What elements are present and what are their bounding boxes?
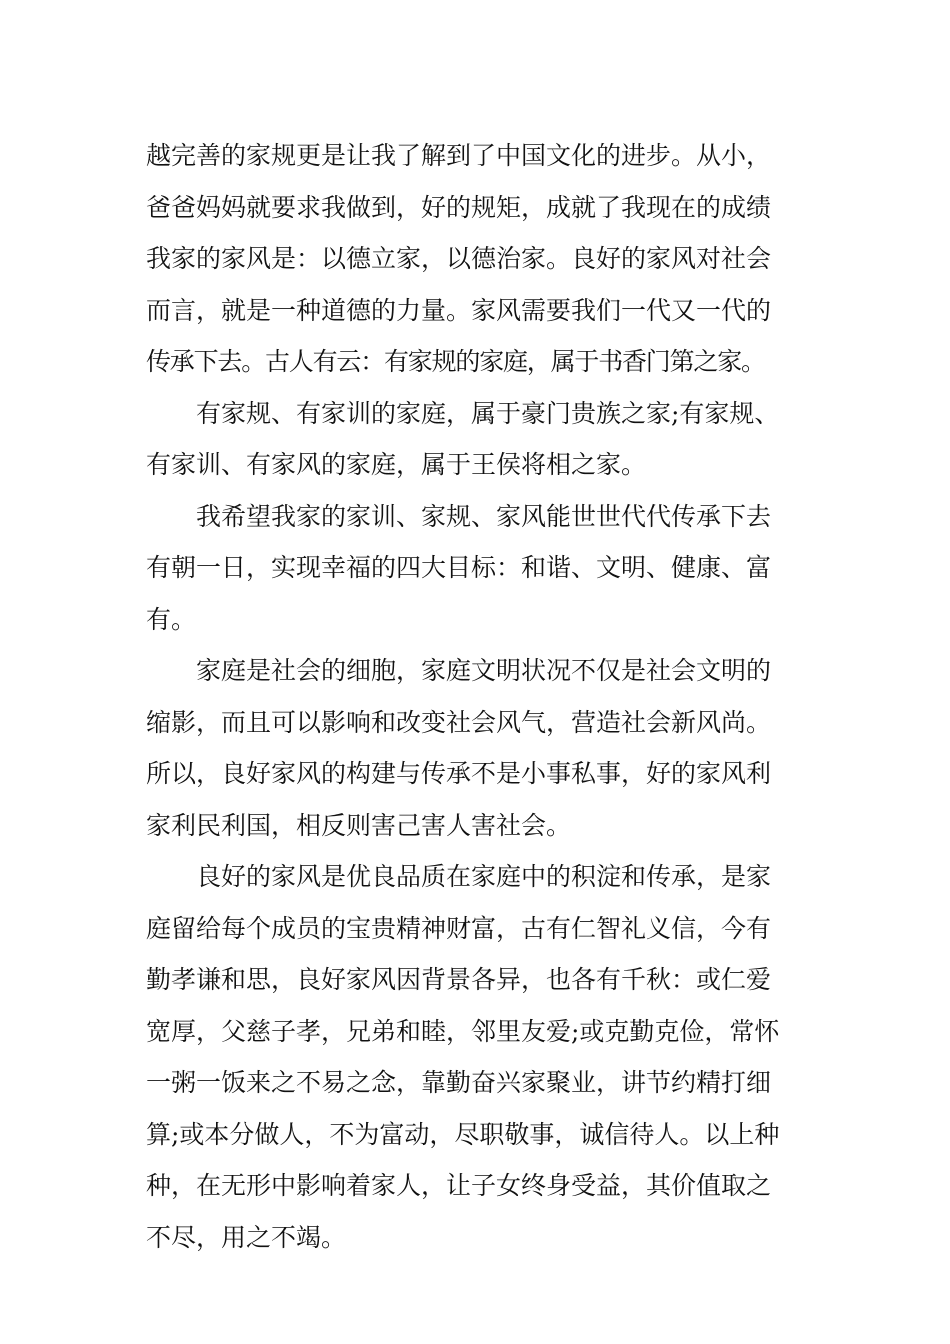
text-line-12: 缩影，而且可以影响和改变社会风气，营造社会新风尚。 [146, 707, 772, 737]
text-line-17: 勤孝谦和思，良好家风因背景各异，也各有千秋：或仁爱 [146, 965, 772, 994]
text-line-14: 家利民利国，相反则害己害人害社会。 [146, 810, 572, 840]
paragraph-start-line-15: 良好的家风是优良品质在家庭中的积淀和传承，是家 [196, 862, 772, 891]
text-line-7: 有家训、有家风的家庭，属于王侯将相之家。 [146, 450, 647, 479]
paragraph-start-line-6: 有家规、有家训的家庭，属于豪门贵族之家;有家规、 [196, 398, 780, 428]
text-line-16: 庭留给每个成员的宝贵精神财富，古有仁智礼义信，今有 [146, 913, 772, 943]
text-line-21: 种，在无形中影响着家人，让子女终身受益，其价值取之 [146, 1171, 772, 1200]
text-line-5: 传承下去。古人有云：有家规的家庭，属于书香门第之家。 [146, 347, 765, 376]
paragraph-start-line-8: 我希望我家的家训、家规、家风能世世代代传承下去 [196, 501, 772, 531]
text-line-10: 有。 [146, 604, 197, 634]
text-line-22: 不尽，用之不竭。 [146, 1222, 347, 1252]
document-body [146, 130, 810, 1263]
text-line-1: 越完善的家规更是让我了解到了中国文化的进步。从小， [146, 141, 772, 170]
text-line-9: 有朝一日，实现幸福的四大目标：和谐、文明、健康、富 [146, 553, 772, 582]
text-line-2: 爸爸妈妈就要求我做到，好的规矩，成就了我现在的成绩 [146, 192, 772, 222]
text-line-18: 宽厚，父慈子孝，兄弟和睦，邻里友爱;或克勤克俭，常怀 [146, 1016, 780, 1046]
text-line-19: 一粥一饭来之不易之念，靠勤奋兴家聚业，讲节约精打细 [146, 1068, 772, 1097]
text-line-4: 而言，就是一种道德的力量。家风需要我们一代又一代的 [146, 295, 772, 325]
paragraph-start-line-11: 家庭是社会的细胞，家庭文明状况不仅是社会文明的 [196, 656, 772, 685]
text-line-3: 我家的家风是：以德立家，以德治家。良好的家风对社会 [146, 244, 772, 273]
text-line-20: 算;或本分做人，不为富动，尽职敬事，诚信待人。以上种 [146, 1119, 780, 1149]
text-line-13: 所以，良好家风的构建与传承不是小事私事，好的家风利 [146, 759, 772, 788]
